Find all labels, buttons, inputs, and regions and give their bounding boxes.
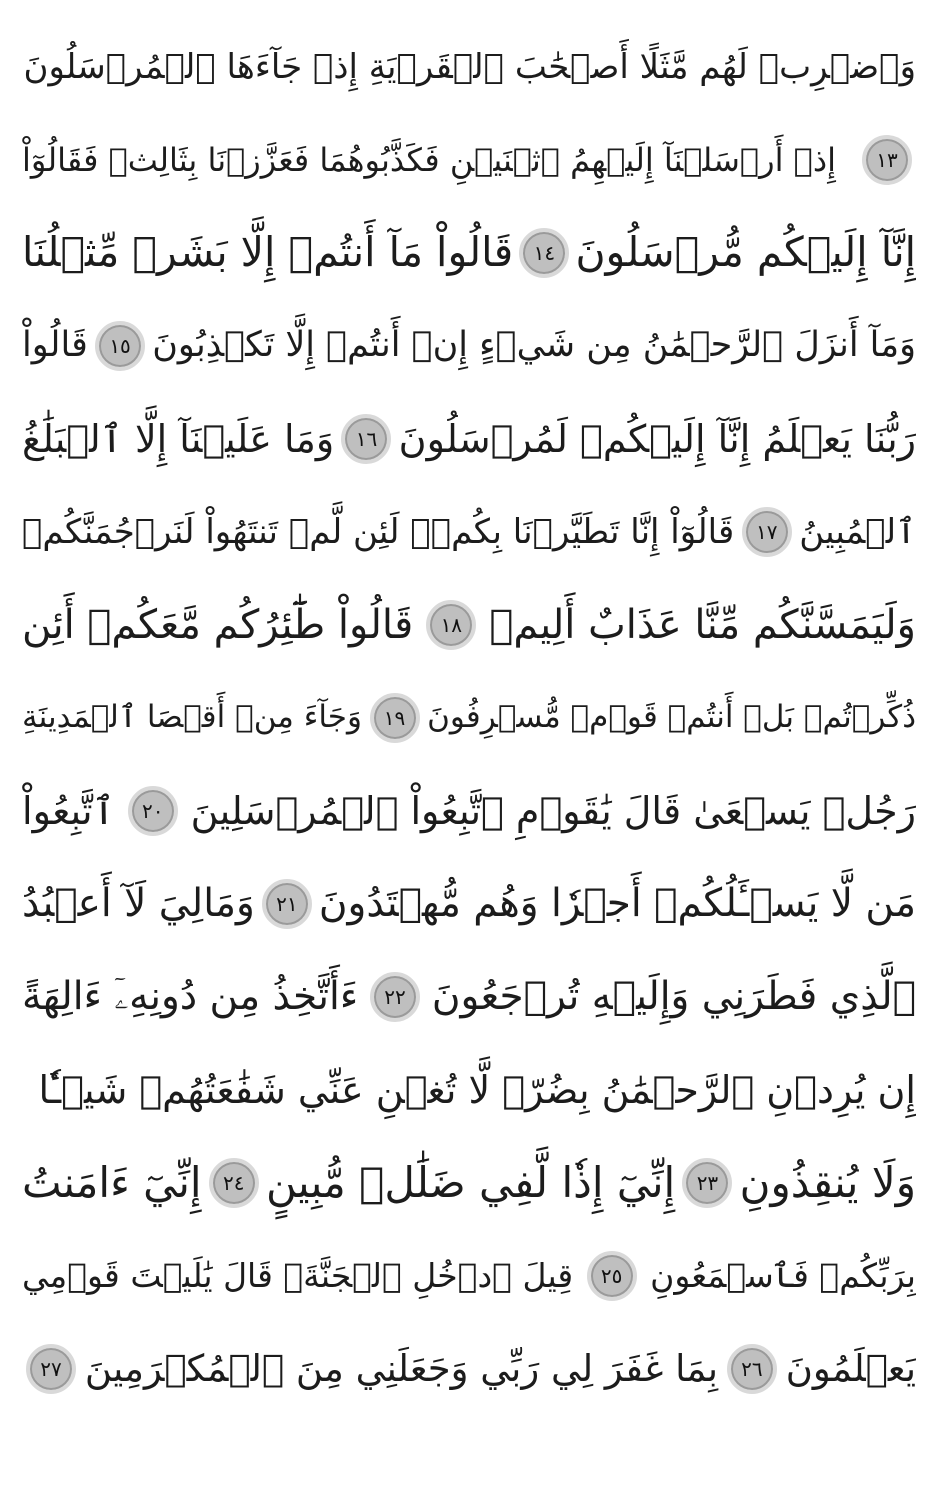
verse-text: بِرَبِّكُمۡ فَٱسۡمَعُونِ	[650, 1256, 916, 1295]
text-line	[22, 857, 916, 950]
text-line	[22, 485, 916, 578]
verse-text: قِيلَ ٱدۡخُلِ ٱلۡجَنَّةَۖ قَالَ يَٰلَيۡتَ قَوۡمِي	[22, 1256, 574, 1295]
verse-text: وَلَيَمَسَّنَّكُم مِّنَّا عَذَابٌ أَلِيمٞ	[489, 601, 916, 648]
verse-number: ٢٢	[384, 984, 406, 1009]
verse-number: ١٨	[440, 612, 463, 637]
verse-text: يَعۡلَمُونَ	[785, 1347, 916, 1390]
ayah-end-circle-icon	[587, 1251, 637, 1301]
verse-text: إِنَّآ إِلَيۡكُم مُّرۡسَلُونَ	[575, 228, 916, 276]
verse-text: بِمَا غَفَرَ لِي رَبِّي وَجَعَلَنِي مِنَ ٱلۡمُكۡرَمِينَ	[84, 1347, 719, 1390]
ayah-end-circle-icon	[862, 135, 912, 185]
verse-text: قَالُواْ	[22, 325, 88, 365]
text-line	[22, 20, 916, 113]
ayah-end-circle-icon	[727, 1344, 777, 1394]
ayah-end-circle-icon	[370, 693, 420, 743]
ayah-end-circle-icon	[370, 972, 420, 1022]
verse-text: إِن يُرِدۡنِ ٱلرَّحۡمَٰنُ بِضُرّٖ لَّا تُغۡنِ عَنِّي شَفَٰعَتُهُمۡ شَيۡـٔٗا	[38, 1067, 916, 1112]
ayah-end-circle-icon	[682, 1158, 732, 1208]
verse-text: رَبُّنَا يَعۡلَمُ إِنَّآ إِلَيۡكُمۡ لَمُرۡسَلُونَ	[398, 416, 916, 461]
text-line	[22, 392, 916, 485]
verse-text: رَجُلٞ يَسۡعَىٰ قَالَ يَٰقَوۡمِ ٱتَّبِعُواْ ٱلۡمُرۡسَلِينَ	[190, 788, 916, 833]
ayah-end-circle-icon	[128, 786, 178, 836]
verse-text: إِنِّيٓ ءَامَنتُ	[22, 1157, 202, 1207]
text-line	[22, 578, 916, 671]
verse-number: ٢٤	[223, 1170, 245, 1195]
text-line	[22, 950, 916, 1043]
verse-text: وَمَآ أَنزَلَ ٱلرَّحۡمَٰنُ مِن شَيۡءٍ إِنۡ أَنتُمۡ إِلَّا تَكۡذِبُونَ	[152, 325, 916, 365]
text-line	[22, 764, 916, 857]
verse-number: ١٦	[355, 426, 378, 451]
verse-number: ٢٥	[600, 1263, 623, 1288]
ayah-end-circle-icon	[26, 1344, 76, 1394]
verse-text: إِنِّيٓ إِذٗا لَّفِي ضَلَٰلٖ مُّبِينٍ	[265, 1157, 676, 1207]
ayah-end-circle-icon	[519, 228, 569, 278]
text-line	[22, 1322, 916, 1415]
text-line	[22, 299, 916, 392]
verse-text: وَمَا عَلَيۡنَآ إِلَّا ٱلۡبَلَٰغُ	[22, 416, 335, 461]
verse-number: ١٧	[756, 519, 778, 544]
verse-text: قَالُواْ طَٰٓئِرُكُم مَّعَكُمۡ أَئِن	[22, 601, 414, 648]
text-line	[22, 671, 916, 764]
verse-text: إِذۡ أَرۡسَلۡنَآ إِلَيۡهِمُ ٱثۡنَيۡنِ فَكَذَّبُوهُمَا فَعَزَّزۡنَا بِثَالِثٖ فَقَالُوٓاْ	[22, 140, 836, 179]
verse-text: قَالُوٓاْ إِنَّا تَطَيَّرۡنَا بِكُمۡۖ لَئِن لَّمۡ تَنتَهُواْ لَنَرۡجُمَنَّكُمۡ	[22, 511, 735, 552]
verse-text: مَن لَّا يَسۡـَٔلُكُمۡ أَجۡرٗا وَهُم مُّهۡتَدُونَ	[318, 881, 916, 926]
verse-text: قَالُواْ مَآ أَنتُمۡ إِلَّا بَشَرٞ مِّثۡلُنَا	[22, 228, 514, 276]
verse-number: ٢٦	[741, 1356, 763, 1381]
verse-number: ١٣	[876, 147, 898, 172]
verse-text: وَلَا يُنقِذُونِ	[739, 1157, 916, 1207]
text-line	[22, 113, 916, 206]
ayah-end-circle-icon	[742, 507, 792, 557]
ayah-end-circle-icon	[262, 879, 312, 929]
verse-number: ١٤	[533, 240, 556, 265]
text-line	[22, 1229, 916, 1322]
verse-text: وَٱضۡرِبۡ لَهُم مَّثَلًا أَصۡحَٰبَ ٱلۡقَرۡيَةِ إِذۡ جَآءَهَا ٱلۡمُرۡسَلُونَ	[23, 46, 916, 87]
text-line	[22, 206, 916, 299]
verse-text: ٱلَّذِي فَطَرَنِي وَإِلَيۡهِ تُرۡجَعُونَ	[431, 974, 916, 1019]
ayah-end-circle-icon	[341, 414, 391, 464]
verse-text: ٱتَّبِعُواْ	[22, 788, 115, 833]
verse-text: وَجَآءَ مِنۡ أَقۡصَا ٱلۡمَدِينَةِ	[22, 699, 362, 735]
text-line	[22, 1136, 916, 1229]
verse-text: وَمَالِيَ لَآ أَعۡبُدُ	[22, 881, 255, 926]
verse-text: ءَأَتَّخِذُ مِن دُونِهِۦٓ ءَالِهَةً	[22, 974, 359, 1019]
verse-number: ١٩	[383, 705, 406, 730]
verse-number: ٢٠	[142, 798, 164, 823]
verse-number: ٢٧	[40, 1356, 62, 1381]
verse-number: ٢١	[276, 891, 298, 916]
ayah-end-circle-icon	[426, 600, 476, 650]
verse-number: ٢٣	[696, 1170, 719, 1195]
verse-text: ٱلۡمُبِينُ	[799, 511, 916, 552]
verse-number: ١٥	[109, 333, 131, 358]
verse-text: ذُكِّرۡتُمۚ بَلۡ أَنتُمۡ قَوۡمٞ مُّسۡرِفُونَ	[427, 699, 916, 735]
text-line	[22, 1043, 916, 1136]
ayah-end-circle-icon	[209, 1158, 259, 1208]
ayah-end-circle-icon	[95, 321, 145, 371]
